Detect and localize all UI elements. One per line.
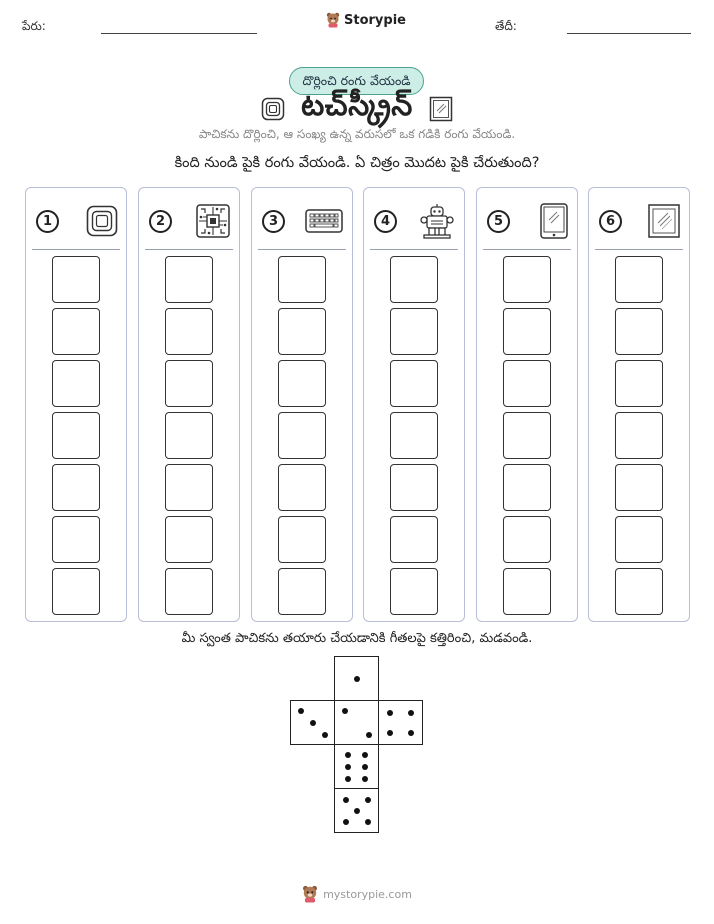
keyboard-icon	[304, 206, 344, 236]
die-pip	[298, 708, 304, 714]
brand-logo	[326, 12, 406, 28]
robot-machine-icon	[418, 203, 456, 239]
color-box[interactable]	[165, 568, 213, 615]
color-box[interactable]	[503, 308, 551, 355]
date-line[interactable]	[567, 33, 691, 34]
column-number: 6	[599, 210, 622, 233]
storypie-bear-icon	[302, 885, 318, 903]
die-face-six	[334, 744, 379, 789]
column-divider	[32, 249, 120, 250]
color-box[interactable]	[615, 360, 663, 407]
column-divider	[258, 249, 346, 250]
color-box[interactable]	[52, 464, 100, 511]
color-box[interactable]	[278, 360, 326, 407]
die-pip	[365, 797, 371, 803]
color-box[interactable]	[615, 464, 663, 511]
color-box[interactable]	[390, 464, 438, 511]
color-box[interactable]	[390, 412, 438, 459]
die-pip	[322, 732, 328, 738]
brand-name: Storypie	[344, 12, 406, 28]
color-box[interactable]	[503, 464, 551, 511]
die-pip	[408, 710, 414, 716]
color-box[interactable]	[52, 308, 100, 355]
page-title: టచ్‌స్క్రీన్	[301, 88, 413, 123]
column-4	[363, 187, 465, 622]
color-box[interactable]	[390, 256, 438, 303]
color-box[interactable]	[615, 412, 663, 459]
column-divider	[595, 249, 683, 250]
color-box[interactable]	[503, 256, 551, 303]
instruction-text: కింది నుండి పైకి రంగు వేయండి. ఏ చిత్రం మొదట పైకి చేరుతుంది?	[174, 155, 540, 171]
color-box[interactable]	[165, 360, 213, 407]
square-button-icon	[86, 205, 118, 237]
die-pip	[310, 720, 316, 726]
name-label: పేరు:	[22, 19, 46, 33]
die-face-four	[378, 700, 423, 745]
square-button-icon	[261, 97, 285, 121]
color-box[interactable]	[390, 360, 438, 407]
die-pip	[343, 797, 349, 803]
color-box[interactable]	[165, 256, 213, 303]
die-pip	[354, 676, 360, 682]
color-box[interactable]	[165, 516, 213, 563]
color-box[interactable]	[278, 568, 326, 615]
color-box[interactable]	[52, 360, 100, 407]
color-box[interactable]	[278, 516, 326, 563]
die-face-one	[334, 656, 379, 701]
column-number: 5	[487, 210, 510, 233]
color-box[interactable]	[503, 360, 551, 407]
die-pip	[387, 730, 393, 736]
circuit-board-icon	[195, 203, 231, 239]
color-box[interactable]	[52, 568, 100, 615]
column-number: 4	[374, 210, 397, 233]
column-2	[138, 187, 240, 622]
column-number: 1	[36, 210, 59, 233]
die-pip	[387, 710, 393, 716]
column-3	[251, 187, 353, 622]
column-number: 3	[262, 210, 285, 233]
color-box[interactable]	[278, 464, 326, 511]
color-box[interactable]	[615, 256, 663, 303]
die-pip	[362, 764, 368, 770]
color-box[interactable]	[165, 464, 213, 511]
color-box[interactable]	[390, 516, 438, 563]
column-divider	[145, 249, 233, 250]
die-pip	[365, 819, 371, 825]
storypie-bear-icon	[326, 12, 340, 28]
column-1	[25, 187, 127, 622]
color-box[interactable]	[390, 568, 438, 615]
die-pip	[408, 730, 414, 736]
color-box[interactable]	[278, 412, 326, 459]
subtitle: పాచికను దొర్లించి, ఆ సంఖ్య ఉన్న వరుసలో ఒక గడికి రంగు వేయండి.	[198, 127, 516, 141]
color-box[interactable]	[165, 308, 213, 355]
die-pip	[362, 752, 368, 758]
activity-badge: దొర్లించి రంగు వేయండి	[289, 67, 424, 95]
die-pip	[345, 764, 351, 770]
color-box[interactable]	[615, 516, 663, 563]
color-box[interactable]	[52, 256, 100, 303]
cut-instruction: మీ స్వంత పాచికను తయారు చేయడానికి గీతలపై కత్తిరించి, మడవండి.	[181, 631, 533, 646]
color-box[interactable]	[615, 568, 663, 615]
die-face-three	[290, 700, 335, 745]
color-box[interactable]	[503, 516, 551, 563]
date-label: తేదీ:	[495, 19, 517, 33]
color-box[interactable]	[390, 308, 438, 355]
screen-panel-icon	[429, 96, 453, 122]
die-pip	[342, 708, 348, 714]
tablet-icon	[539, 202, 569, 240]
column-5	[476, 187, 578, 622]
color-box[interactable]	[503, 568, 551, 615]
color-box[interactable]	[615, 308, 663, 355]
column-6	[588, 187, 690, 622]
color-box[interactable]	[52, 516, 100, 563]
color-box[interactable]	[503, 412, 551, 459]
die-face-five	[334, 788, 379, 833]
die-pip	[362, 776, 368, 782]
column-number: 2	[149, 210, 172, 233]
color-box[interactable]	[165, 412, 213, 459]
die-pip	[345, 752, 351, 758]
die-pip	[354, 808, 360, 814]
footer-url[interactable]: mystorypie.com	[323, 887, 412, 901]
die-pip	[345, 776, 351, 782]
column-divider	[370, 249, 458, 250]
footer	[0, 885, 714, 903]
die-pip	[343, 819, 349, 825]
color-box[interactable]	[278, 308, 326, 355]
screen-panel-icon	[647, 203, 681, 239]
color-box[interactable]	[52, 412, 100, 459]
die-face-two	[334, 700, 379, 745]
column-divider	[483, 249, 571, 250]
name-line[interactable]	[101, 33, 257, 34]
die-pip	[366, 732, 372, 738]
color-box[interactable]	[278, 256, 326, 303]
